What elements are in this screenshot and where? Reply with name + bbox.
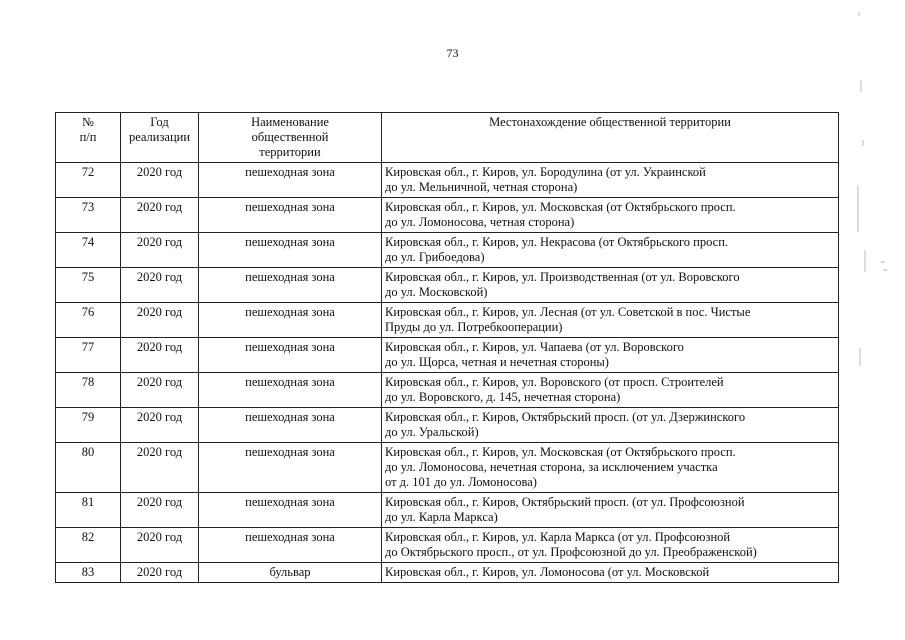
cell-year: 2020 год [121, 493, 199, 528]
location-line: Кировская обл., г. Киров, ул. Некрасова (от Октябрьского просп. [385, 235, 729, 249]
location-line: до ул. Уральской) [385, 425, 479, 439]
cell-year: 2020 год [121, 408, 199, 443]
location-line: Кировская обл., г. Киров, Октябрьский просп. (от ул. Профсоюзной [385, 495, 745, 509]
location-line: до ул. Щорса, четная и нечетная стороны) [385, 355, 609, 369]
cell-year: 2020 год [121, 303, 199, 338]
cell-territory-name: пешеходная зона [199, 338, 382, 373]
location-line: до ул. Ломоносова, четная сторона) [385, 215, 575, 229]
cell-territory-name: пешеходная зона [199, 163, 382, 198]
cell-territory-name: пешеходная зона [199, 493, 382, 528]
table-row [56, 233, 839, 268]
cell-territory-name: пешеходная зона [199, 373, 382, 408]
cell-territory-name: пешеходная зона [199, 408, 382, 443]
table-row [56, 303, 839, 338]
cell-year: 2020 год [121, 563, 199, 583]
location-line: Кировская обл., г. Киров, ул. Московская (от Октябрьского просп. [385, 200, 736, 214]
location-line: Кировская обл., г. Киров, ул. Производственная (от ул. Воровского [385, 270, 740, 284]
location-line: до ул. Мельничной, четная сторона) [385, 180, 578, 194]
cell-territory-name: пешеходная зона [199, 303, 382, 338]
cell-num: 76 [56, 303, 121, 338]
header-num-line: № [82, 115, 94, 129]
cell-num: 83 [56, 563, 121, 583]
cell-num: 72 [56, 163, 121, 198]
cell-year: 2020 год [121, 528, 199, 563]
location-line: Кировская обл., г. Киров, ул. Воровского (от просп. Строителей [385, 375, 724, 389]
table-row [56, 373, 839, 408]
cell-location [382, 528, 839, 563]
cell-num: 75 [56, 268, 121, 303]
cell-territory-name: пешеходная зона [199, 443, 382, 493]
header-year-line: реализации [128, 130, 191, 144]
cell-year: 2020 год [121, 338, 199, 373]
cell-location [382, 268, 839, 303]
cell-num: 81 [56, 493, 121, 528]
location-line: до Октябрьского просп., от ул. Профсоюзной до ул. Преображенской) [385, 545, 757, 559]
location-line: Кировская обл., г. Киров, ул. Московская (от Октябрьского просп. [385, 445, 736, 459]
table-row [56, 268, 839, 303]
header-name-line: Наименование [251, 115, 329, 129]
location-line: Кировская обл., г. Киров, ул. Чапаева (от ул. Воровского [385, 340, 684, 354]
table-header-row [56, 113, 839, 163]
cell-location [382, 493, 839, 528]
cell-num: 73 [56, 198, 121, 233]
cell-num: 78 [56, 373, 121, 408]
cell-num: 79 [56, 408, 121, 443]
cell-year: 2020 год [121, 443, 199, 493]
cell-territory-name: пешеходная зона [199, 233, 382, 268]
header-location-line: Местонахождение общественной территории [489, 115, 731, 129]
cell-location [382, 303, 839, 338]
cell-year: 2020 год [121, 373, 199, 408]
cell-num: 74 [56, 233, 121, 268]
header-name-line: территории [259, 145, 321, 159]
territories-table [55, 112, 839, 583]
cell-num: 77 [56, 338, 121, 373]
location-line: Пруды до ул. Потребкооперации) [385, 320, 563, 334]
cell-num: 80 [56, 443, 121, 493]
cell-year: 2020 год [121, 233, 199, 268]
cell-territory-name: пешеходная зона [199, 528, 382, 563]
location-line: от д. 101 до ул. Ломоносова) [385, 475, 537, 489]
header-name-line: общественной [251, 130, 329, 144]
cell-location [382, 443, 839, 493]
cell-location [382, 563, 839, 583]
location-line: Кировская обл., г. Киров, Октябрьский просп. (от ул. Дзержинского [385, 410, 746, 424]
header-year-line: Год [150, 115, 169, 129]
table-row [56, 338, 839, 373]
header-location [382, 113, 839, 163]
cell-year: 2020 год [121, 268, 199, 303]
location-line: Кировская обл., г. Киров, ул. Карла Маркса (от ул. Профсоюзной [385, 530, 731, 544]
cell-location [382, 233, 839, 268]
location-line: до ул. Ломоносова, нечетная сторона, за исключением участка [385, 460, 718, 474]
location-line: до ул. Воровского, д. 145, нечетная сторона) [385, 390, 621, 404]
cell-year: 2020 год [121, 198, 199, 233]
cell-territory-name: пешеходная зона [199, 268, 382, 303]
cell-territory-name: бульвар [199, 563, 382, 583]
cell-location [382, 198, 839, 233]
table-row [56, 198, 839, 233]
table-row [56, 408, 839, 443]
table-row [56, 528, 839, 563]
table-row [56, 443, 839, 493]
table-body [56, 163, 839, 583]
table-row [56, 493, 839, 528]
cell-location [382, 408, 839, 443]
location-line: Кировская обл., г. Киров, ул. Ломоносова (от ул. Московской [385, 565, 710, 579]
table-row [56, 163, 839, 198]
header-name [199, 113, 382, 163]
cell-location [382, 373, 839, 408]
location-line: до ул. Московской) [385, 285, 488, 299]
header-year [121, 113, 199, 163]
table-row [56, 563, 839, 583]
location-line: Кировская обл., г. Киров, ул. Лесная (от ул. Советской в пос. Чистые [385, 305, 751, 319]
cell-territory-name: пешеходная зона [199, 198, 382, 233]
cell-location [382, 338, 839, 373]
header-num [56, 113, 121, 163]
cell-year: 2020 год [121, 163, 199, 198]
cell-num: 82 [56, 528, 121, 563]
page-number: 73 [446, 46, 459, 60]
location-line: до ул. Карла Маркса) [385, 510, 498, 524]
cell-location [382, 163, 839, 198]
location-line: Кировская обл., г. Киров, ул. Бородулина (от ул. Украинской [385, 165, 706, 179]
scan-artifacts [855, 0, 895, 640]
location-line: до ул. Грибоедова) [385, 250, 485, 264]
header-num-line: п/п [79, 130, 97, 144]
